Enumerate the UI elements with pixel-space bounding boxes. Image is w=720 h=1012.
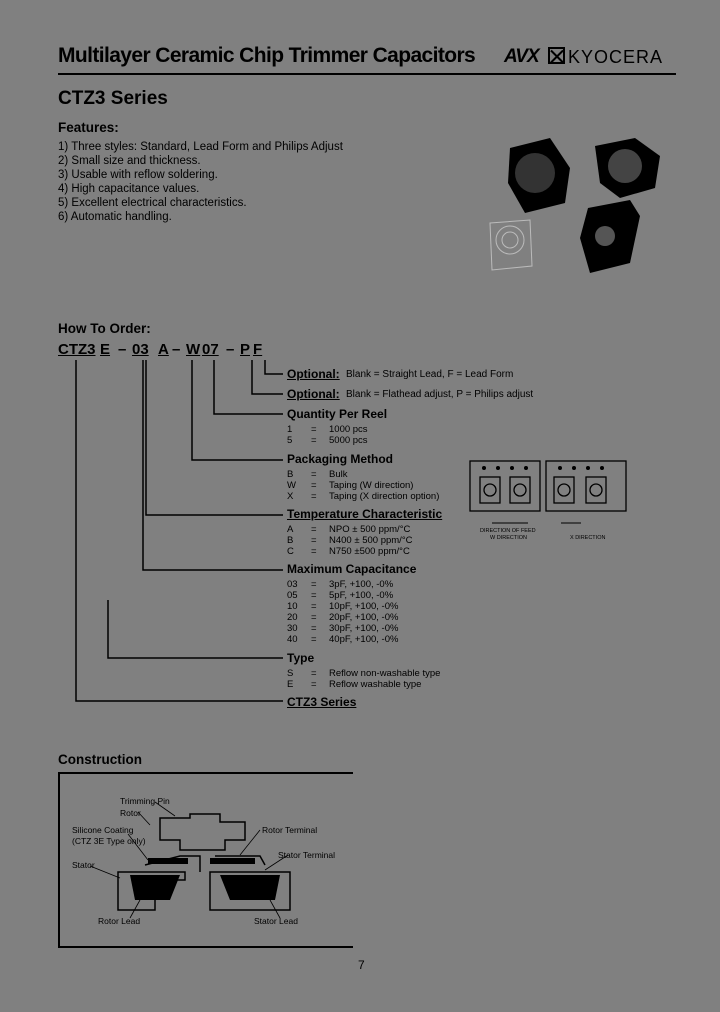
features-heading: Features: [58,120,119,135]
table-row: 20 = 20pF, +100, -0% [287,612,399,623]
code-leadform: F [253,341,263,358]
page-number: 7 [358,958,365,972]
table-row: B = N400 ± 500 ppm/°C [287,535,413,546]
code-packaging: W [186,341,201,358]
quantity-label: Quantity Per Reel [287,407,388,421]
capacitance-label: Maximum Capacitance [287,562,417,576]
code-series: CTZ3 [58,341,96,358]
feature-item: 5) Excellent electrical characteristics. [58,197,247,209]
code-capacitance: 03 [132,341,149,358]
label-rotor: Rotor [120,808,141,818]
optional-leadform-text: Blank = Straight Lead, F = Lead Form [346,369,514,380]
tape-caption-feed: DIRECTION OF FEED [480,528,536,534]
label-stator: Stator [72,860,95,870]
code-temp: A [158,341,169,358]
how-to-order-heading: How To Order: [58,321,151,336]
type-label: Type [287,651,315,665]
optional-philips-text: Blank = Flathead adjust, P = Philips adjust [346,389,534,400]
table-row: X = Taping (X direction option) [287,491,440,502]
temperature-rows [287,524,412,557]
label-stator-lead: Stator Lead [254,916,298,926]
kyocera-logo: KYOCERA [568,47,664,67]
label-stator-terminal: Stator Terminal [278,850,336,860]
table-row: 40 = 40pF, +100, -0% [287,634,399,645]
tape-caption-x: X DIRECTION [570,535,606,541]
code-dash: – [118,341,127,358]
packaging-rows [287,469,439,502]
series-title: CTZ3 Series [58,88,168,109]
label-trimming-pin: Trimming Pin [120,796,170,806]
feature-item: 2) Small size and thickness. [58,155,201,167]
construction-heading: Construction [58,752,142,767]
code-philips: P [240,341,251,358]
label-rotor-terminal: Rotor Terminal [262,825,318,835]
capacitance-rows [287,579,398,645]
table-row: 30 = 30pF, +100, -0% [287,623,399,634]
table-row: B = Bulk [287,469,348,480]
feature-item: 6) Automatic handling. [58,211,172,223]
table-row: E = Reflow washable type [287,679,422,690]
feature-item: 3) Usable with reflow soldering. [58,169,218,181]
label-silicone: Silicone Coating [72,825,134,835]
table-row: C = N750 ±500 ppm/°C [287,546,410,557]
feature-item: 1) Three styles: Standard, Lead Form and Philips Adjust [58,141,343,153]
code-dash: – [172,341,181,358]
table-row: 1 = 1000 pcs [287,424,368,435]
series-label: CTZ3 Series [287,695,357,709]
avx-logo: AVX [504,46,539,67]
feature-item: 4) High capacitance values. [58,183,200,195]
table-row: 05 = 5pF, +100, -0% [287,590,394,601]
code-dash: – [226,341,235,358]
table-row: W = Taping (W direction) [287,480,414,491]
table-row: 10 = 10pF, +100, -0% [287,601,399,612]
packaging-label: Packaging Method [287,452,394,466]
table-row: 03 = 3pF, +100, -0% [287,579,394,590]
label-rotor-lead: Rotor Lead [98,916,141,926]
optional-philips-label: Optional: [287,387,340,401]
type-rows [287,668,440,690]
page-title: Multilayer Ceramic Chip Trimmer Capacitors [58,44,476,67]
table-row: A = NPO ± 500 ppm/°C [287,524,411,535]
table-row: S = Reflow non-washable type [287,668,441,679]
optional-leadform-label: Optional: [287,367,340,381]
construction-rule-bottom [58,946,353,948]
code-type: E [100,341,111,358]
quantity-rows [287,424,368,446]
temperature-label: Temperature Characteristic [287,507,443,521]
code-quantity: 07 [202,341,219,358]
table-row: 5 = 5000 pcs [287,435,368,446]
construction-rule-top [58,772,353,774]
label-silicone-note: (CTZ 3E Type only) [72,836,146,846]
tape-caption-w: W DIRECTION [490,535,527,541]
